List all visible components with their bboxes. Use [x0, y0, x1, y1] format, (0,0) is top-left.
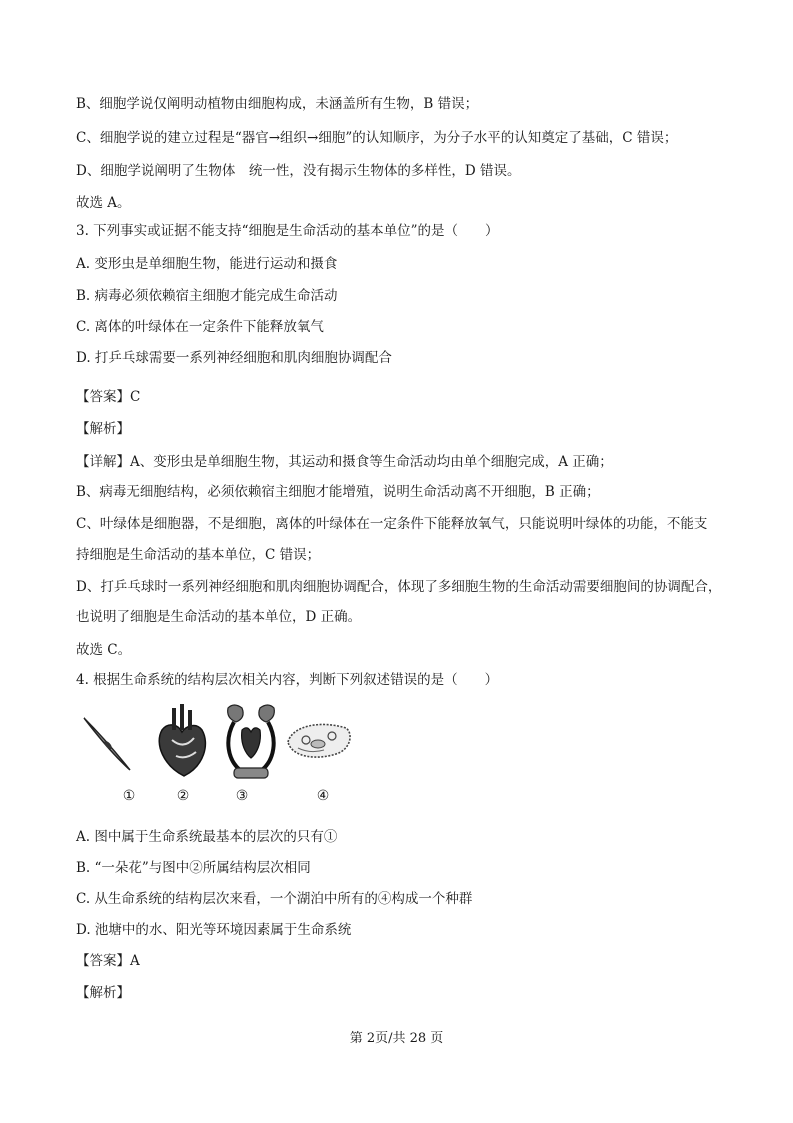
text-line: 【解析】: [76, 421, 130, 437]
circulatory-system-figure: [220, 700, 282, 784]
text-line: 【详解】A、变形虫是单细胞生物，其运动和摄食等生命活动均由单个细胞完成，A 正确；: [76, 454, 613, 470]
text-line: 故选 A。: [76, 195, 131, 211]
text-line: A. 变形虫是单细胞生物，能进行运动和摄食: [76, 256, 338, 272]
text-line: D、细胞学说阐明了生物体 统一性，没有揭示生物体的多样性，D 错误。: [76, 163, 521, 179]
figure-strip: [76, 700, 376, 810]
text-line: B. 病毒必须依赖宿主细胞才能完成生命活动: [76, 288, 338, 304]
text-line: 【解析】: [76, 985, 130, 1001]
text-line: C. 离体的叶绿体在一定条件下能释放氧气: [76, 319, 324, 335]
text-line: C、细胞学说的建立过程是“器官→组织→细胞”的认知顺序，为分子水平的认知奠定了基础，C 错误；: [76, 130, 678, 146]
text-line: 【答案】C: [76, 389, 141, 405]
text-line: D. 池塘中的水、阳光等环境因素属于生命系统: [76, 922, 352, 938]
text-line: 3. 下列事实或证据不能支持“细胞是生命活动的基本单位”的是（ ）: [76, 223, 499, 239]
text-line: 也说明了细胞是生命活动的基本单位，D 正确。: [76, 609, 362, 625]
page-footer: 第 2页/共 28 页: [349, 1031, 444, 1046]
text-line: 故选 C。: [76, 642, 132, 658]
text-line: 4. 根据生命系统的结构层次相关内容，判断下列叙述错误的是（ ）: [76, 672, 499, 688]
heart-figure: [150, 700, 212, 780]
figure-label-1: ①: [122, 788, 136, 804]
text-line: C. 从生命系统的结构层次来看，一个湖泊中所有的④构成一个种群: [76, 891, 473, 907]
spindle-cell-figure: [76, 700, 136, 780]
paramecium-figure: [284, 700, 354, 780]
text-line: D、打乒乓球时一系列神经细胞和肌肉细胞协调配合，体现了多细胞生物的生命活动需要细胞间的协调配合，: [76, 579, 722, 595]
text-line: C、叶绿体是细胞器，不是细胞，离体的叶绿体在一定条件下能释放氧气，只能说明叶绿体的功能，不能支: [76, 516, 708, 532]
figure-label-3: ③: [235, 788, 249, 804]
text-line: B. “一朵花”与图中②所属结构层次相同: [76, 860, 311, 876]
figure-label-4: ④: [316, 788, 330, 804]
text-line: 【答案】A: [76, 953, 140, 969]
text-line: A. 图中属于生命系统最基本的层次的只有①: [76, 829, 338, 845]
figure-label-2: ②: [176, 788, 190, 804]
text-line: B、细胞学说仅阐明动植物由细胞构成，未涵盖所有生物，B 错误；: [76, 96, 479, 112]
text-line: B、病毒无细胞结构，必须依赖宿主细胞才能增殖，说明生命活动离不开细胞，B 正确；: [76, 484, 600, 500]
text-line: 持细胞是生命活动的基本单位，C 错误；: [76, 547, 321, 563]
text-line: D. 打乒乓球需要一系列神经细胞和肌肉细胞协调配合: [76, 350, 392, 366]
